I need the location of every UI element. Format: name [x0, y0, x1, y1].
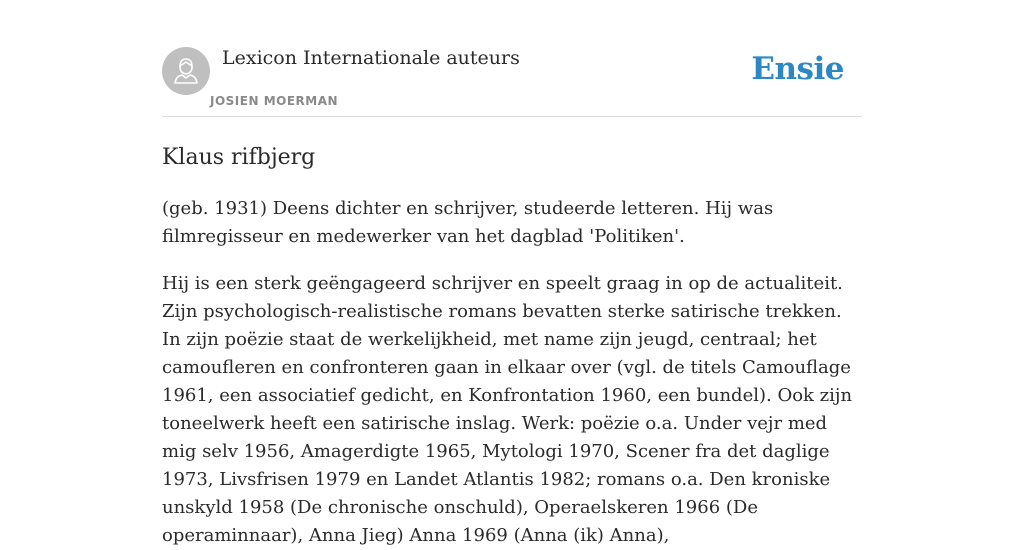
entry-title: Klaus rifbjerg: [162, 145, 316, 170]
header: [162, 0, 862, 117]
collection-title[interactable]: Lexicon Internationale auteurs: [222, 47, 520, 69]
brand-logo[interactable]: Ensie: [751, 51, 844, 87]
page: [162, 0, 862, 550]
user-silhouette-icon: [162, 47, 210, 95]
author-name[interactable]: JOSIEN MOERMAN: [210, 94, 339, 108]
avatar[interactable]: [162, 47, 210, 95]
paragraph-body: Hij is een sterk geëngageerd schrijver en speelt graag in op de actualiteit. Zijn psychologisch-realistische romans bevatten sterke satirische trekken. In zijn poëzie staat de werkelijkheid, met name zijn jeugd, centraal; het camoufleren en confronteren gaan in elkaar over (vgl. de titels Camouflage 1961, een associatief gedicht, en Konfrontation 1960, een bundel). Ook zijn toneelwerk heeft een satirische inslag. Werk: poëzie o.a. Under vejr med mig selv 1956, Amagerdigte 1965, Mytologi 1970, Scener fra det daglige 1973, Livsfrisen 1979 en Landet Atlantis 1982; romans o.a. Den kroniske unskyld 1958 (De chronische onschuld), Operaelskeren 1966 (De operaminnaar), Anna Jieg) Anna 1969 (Anna (ik) Anna),: [162, 273, 853, 546]
paragraph-intro: (geb. 1931) Deens dichter en schrijver, studeerde letteren. Hij was filmregisseur en medewerker van het dagblad 'Politiken'.: [162, 198, 774, 247]
